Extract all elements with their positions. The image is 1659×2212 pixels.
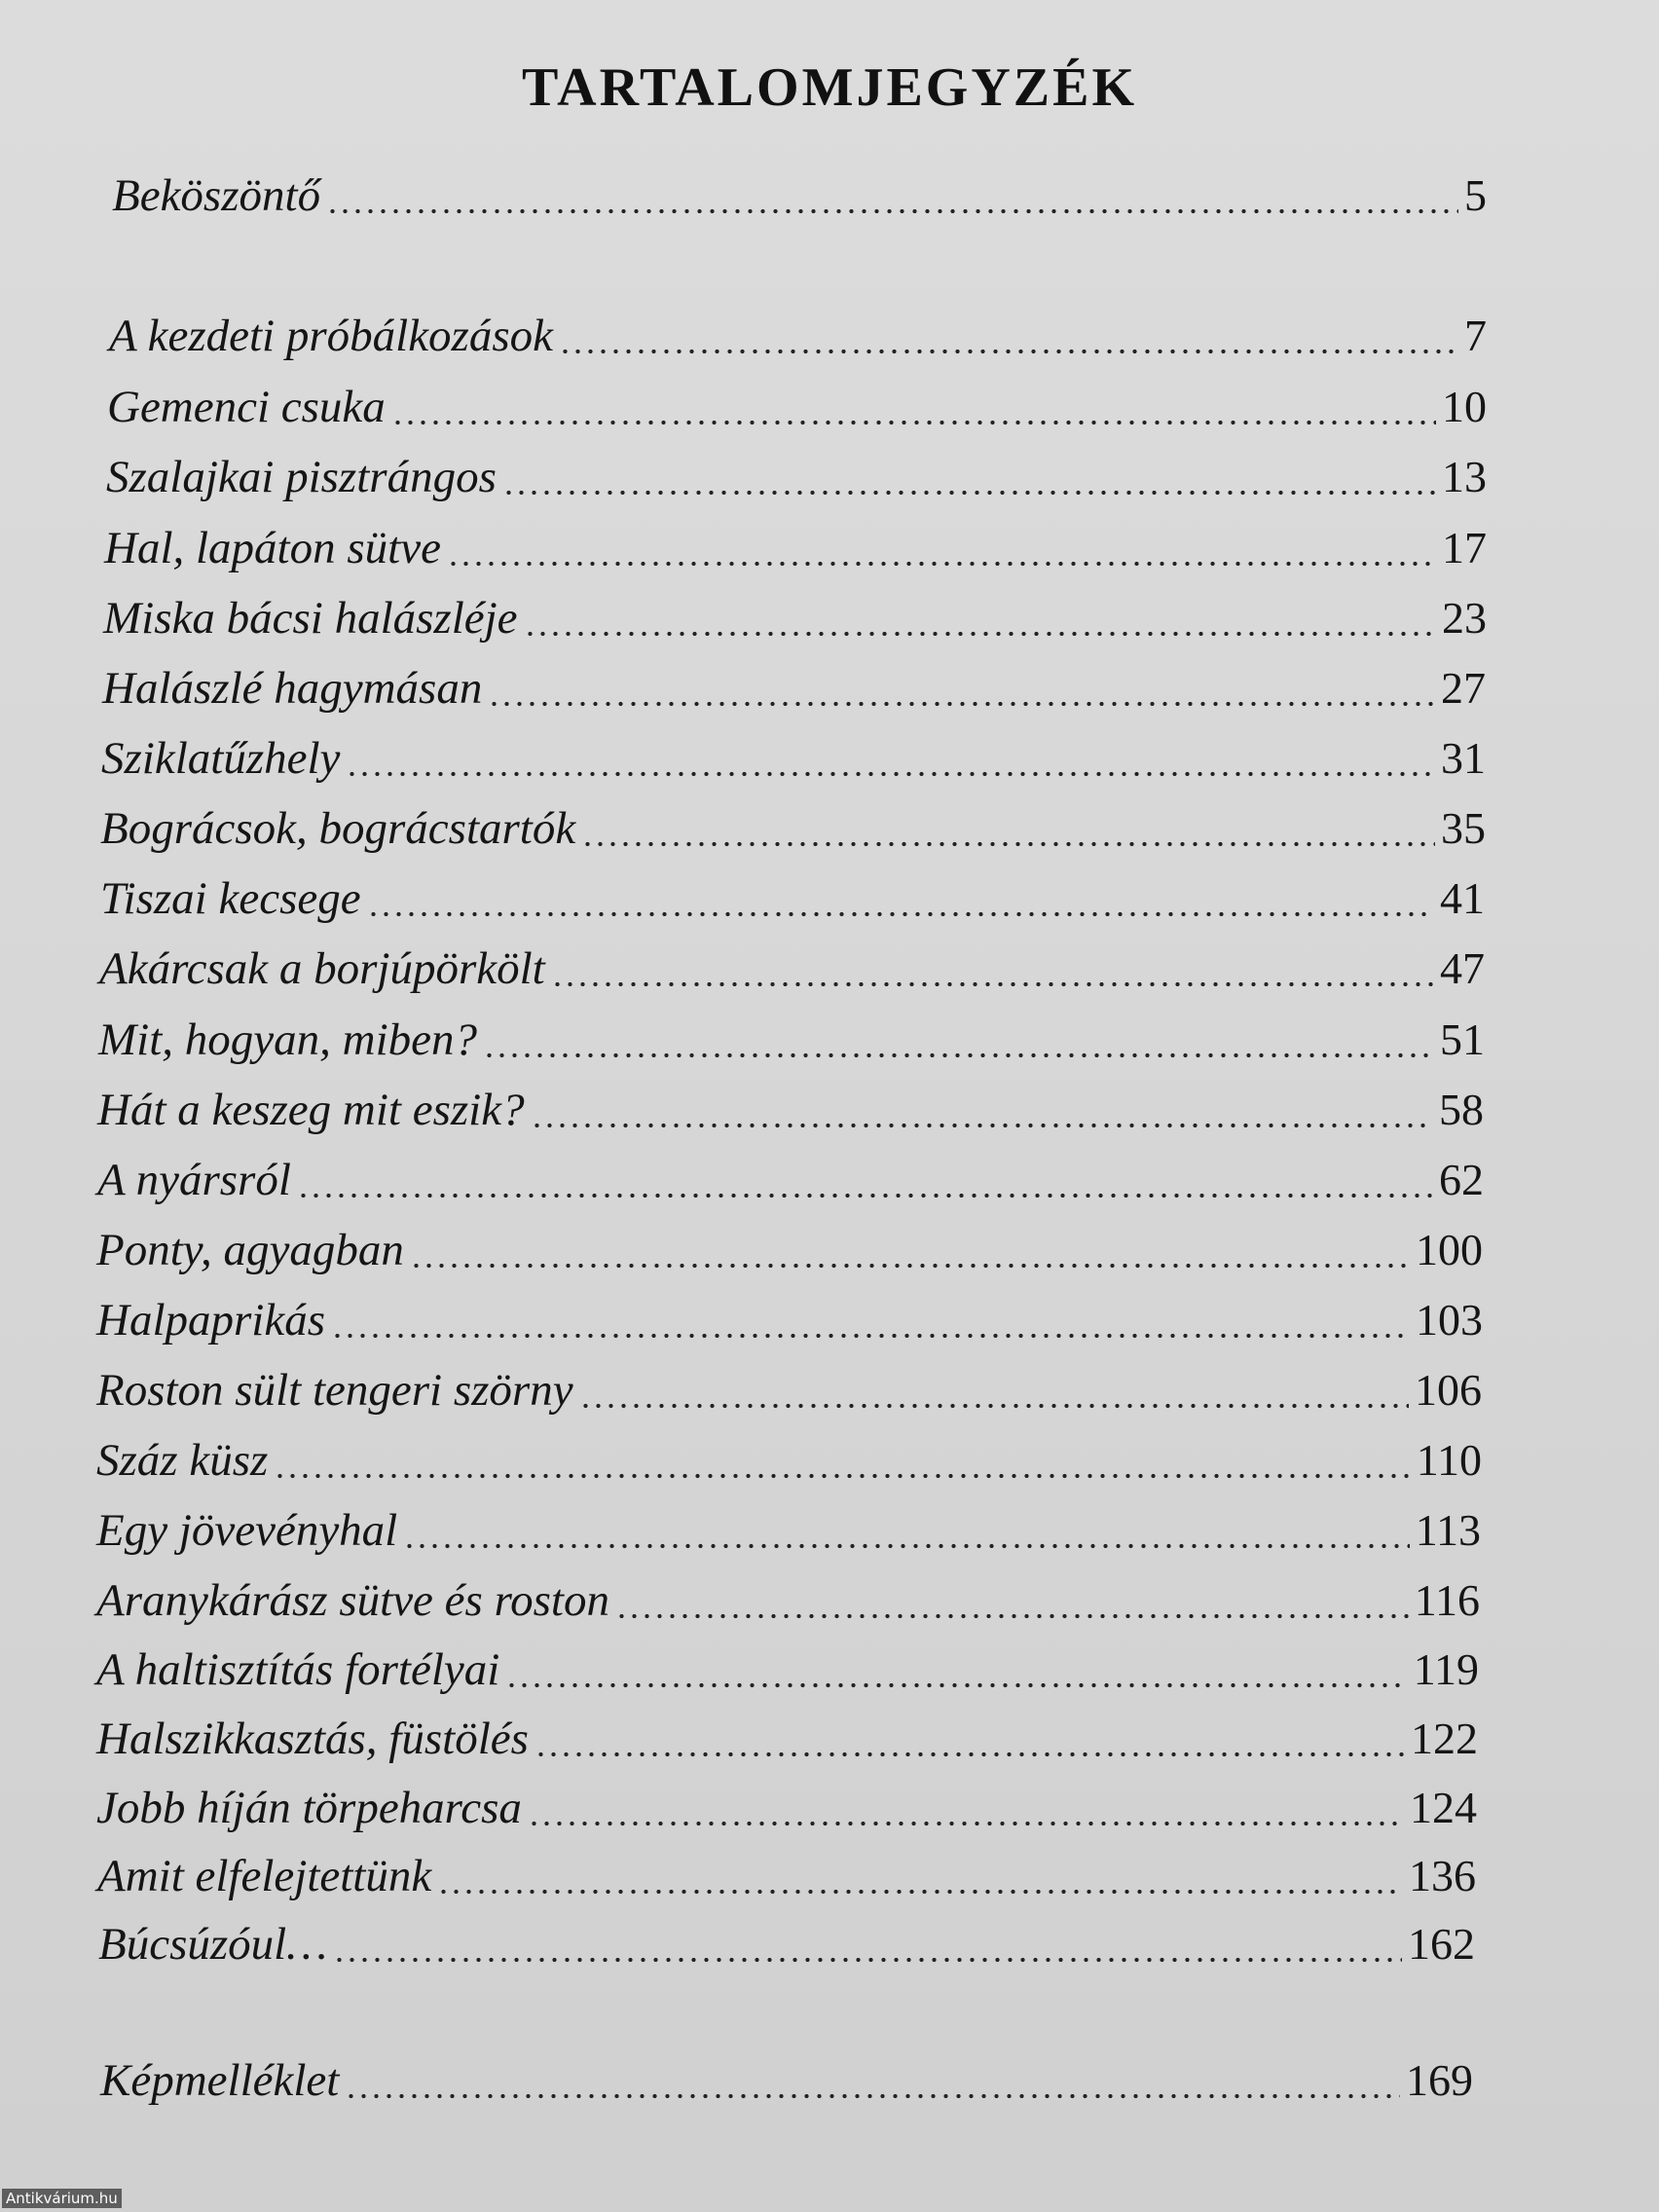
toc-entry-page: 35 (1441, 803, 1486, 853)
dot-leader (331, 1333, 1410, 1339)
dot-leader (483, 1052, 1434, 1058)
toc-entry-label: Képmelléklet (100, 2055, 340, 2106)
toc-entry-label: Beköszöntő (112, 170, 321, 221)
toc-entry (97, 1084, 1484, 1142)
dot-leader (524, 631, 1436, 637)
toc-entry-page: 47 (1440, 943, 1485, 993)
dot-leader (505, 1682, 1407, 1688)
toc-entry-page: 162 (1408, 1919, 1475, 1969)
toc-entry (96, 1713, 1478, 1771)
page-title: TARTALOMJEGYZÉK (521, 57, 1138, 118)
toc-entry-label: Jobb híján törpeharcsa (96, 1783, 522, 1833)
toc-entry-label: Miska bácsi halászléje (103, 593, 518, 644)
toc-entry-page: 41 (1440, 873, 1485, 923)
toc-entry-page: 113 (1415, 1505, 1481, 1555)
dot-leader (502, 490, 1436, 496)
toc-entry (96, 1504, 1481, 1563)
toc-entry-label: Ponty, agyagban (96, 1225, 404, 1275)
dot-leader (535, 1751, 1405, 1757)
toc-entry-label: Mit, hogyan, miben? (98, 1014, 477, 1065)
toc-entry-label: Bográcsok, bográcstartók (100, 803, 576, 854)
toc-entry (96, 1643, 1479, 1702)
toc-entry (106, 451, 1487, 509)
dot-leader (579, 1403, 1409, 1409)
toc-entry (96, 1224, 1483, 1282)
dot-leader (367, 911, 1434, 917)
dot-leader (581, 841, 1435, 847)
toc-entry (104, 522, 1487, 580)
toc-entry-page: 122 (1411, 1714, 1478, 1763)
toc-entry-label: Halászlé hagymásan (102, 663, 483, 714)
toc-entry-page: 13 (1442, 452, 1487, 501)
toc-entry-page: 119 (1413, 1644, 1479, 1694)
dot-leader (488, 701, 1435, 707)
toc-entry (96, 1294, 1483, 1352)
toc-entry-page: 62 (1439, 1155, 1484, 1204)
toc-entry (100, 872, 1485, 931)
toc-entry-label: A nyársról (97, 1155, 291, 1205)
toc-entry (97, 1850, 1476, 1908)
toc-entry-page: 58 (1439, 1085, 1484, 1134)
toc-entry (96, 1364, 1482, 1422)
toc-entry-page: 31 (1441, 733, 1486, 783)
toc-entry-page: 27 (1441, 663, 1486, 713)
dot-leader (615, 1613, 1409, 1619)
toc-entry (101, 732, 1486, 791)
toc-entry (98, 1918, 1475, 1976)
dot-leader (403, 1543, 1409, 1549)
toc-entry-label: Halpaprikás (96, 1295, 325, 1346)
toc-entry-page: 100 (1416, 1225, 1483, 1274)
toc-entry-label: Száz küsz (96, 1435, 269, 1486)
toc-entry (107, 381, 1487, 439)
toc-entry-label: Sziklatűzhely (101, 733, 341, 784)
toc-entry-label: A kezdeti próbálkozások (109, 311, 554, 361)
toc-entry (96, 1434, 1482, 1493)
dot-leader (447, 561, 1436, 567)
dot-leader (391, 420, 1436, 425)
toc-entry-page: 103 (1416, 1295, 1483, 1345)
toc-entry-page: 136 (1409, 1851, 1476, 1900)
dot-leader (326, 208, 1458, 214)
toc-entry-page: 124 (1410, 1783, 1477, 1832)
toc-entry-page: 116 (1414, 1575, 1480, 1625)
dot-leader (274, 1473, 1410, 1479)
toc-entry-label: Hal, lapáton sütve (104, 523, 441, 573)
toc-entry-label: Roston sült tengeri szörny (96, 1365, 573, 1416)
toc-entry-page: 23 (1442, 593, 1487, 643)
toc-entry (97, 1154, 1484, 1212)
toc-entry-page: 10 (1442, 382, 1487, 431)
watermark: Antikvárium.hu (2, 2189, 122, 2208)
dot-leader (410, 1263, 1410, 1269)
toc-entry (102, 662, 1486, 720)
toc-entry (96, 1574, 1480, 1633)
dot-leader (437, 1889, 1403, 1895)
dot-leader (346, 771, 1435, 777)
toc-entry-page: 17 (1442, 523, 1487, 572)
dot-leader (528, 1821, 1404, 1826)
toc-entry (96, 1782, 1477, 1840)
dot-leader (333, 1957, 1402, 1963)
toc-entry-label: Szalajkai pisztrángos (106, 452, 497, 502)
toc-entry-label: Aranykárász sütve és roston (96, 1575, 609, 1626)
toc-entry-page: 110 (1416, 1435, 1482, 1485)
toc-entry-label: Hát a keszeg mit eszik? (97, 1085, 525, 1135)
dot-leader (551, 981, 1434, 987)
dot-leader (531, 1123, 1433, 1128)
toc-entry-label: A haltisztítás fortélyai (96, 1644, 500, 1695)
toc-entry-page: 106 (1415, 1365, 1482, 1415)
dot-leader (345, 2093, 1400, 2099)
toc-entry-page: 7 (1464, 311, 1487, 360)
toc-entry (100, 802, 1486, 861)
toc-entry-label: Akárcsak a borjúpörkölt (99, 943, 545, 994)
toc-entry (99, 942, 1485, 1001)
toc-entry-label: Búcsúzóul… (98, 1919, 327, 1970)
toc-entry (98, 1014, 1485, 1072)
dot-leader (297, 1193, 1433, 1198)
toc-entry (109, 310, 1487, 368)
toc-entry (103, 592, 1487, 650)
toc-entry (112, 169, 1487, 228)
toc-entry-label: Gemenci csuka (107, 382, 386, 432)
toc-entry-page: 169 (1406, 2055, 1473, 2105)
dot-leader (559, 349, 1458, 354)
toc-entry-label: Halszikkasztás, füstölés (96, 1714, 529, 1764)
toc-entry-label: Tiszai kecsege (100, 873, 361, 924)
toc-entry-label: Egy jövevényhal (96, 1505, 398, 1556)
toc-entry-page: 5 (1464, 170, 1487, 220)
toc-entry-label: Amit elfelejtettünk (97, 1851, 432, 1901)
toc-entry-page: 51 (1440, 1014, 1485, 1064)
toc-entry (100, 2054, 1473, 2113)
